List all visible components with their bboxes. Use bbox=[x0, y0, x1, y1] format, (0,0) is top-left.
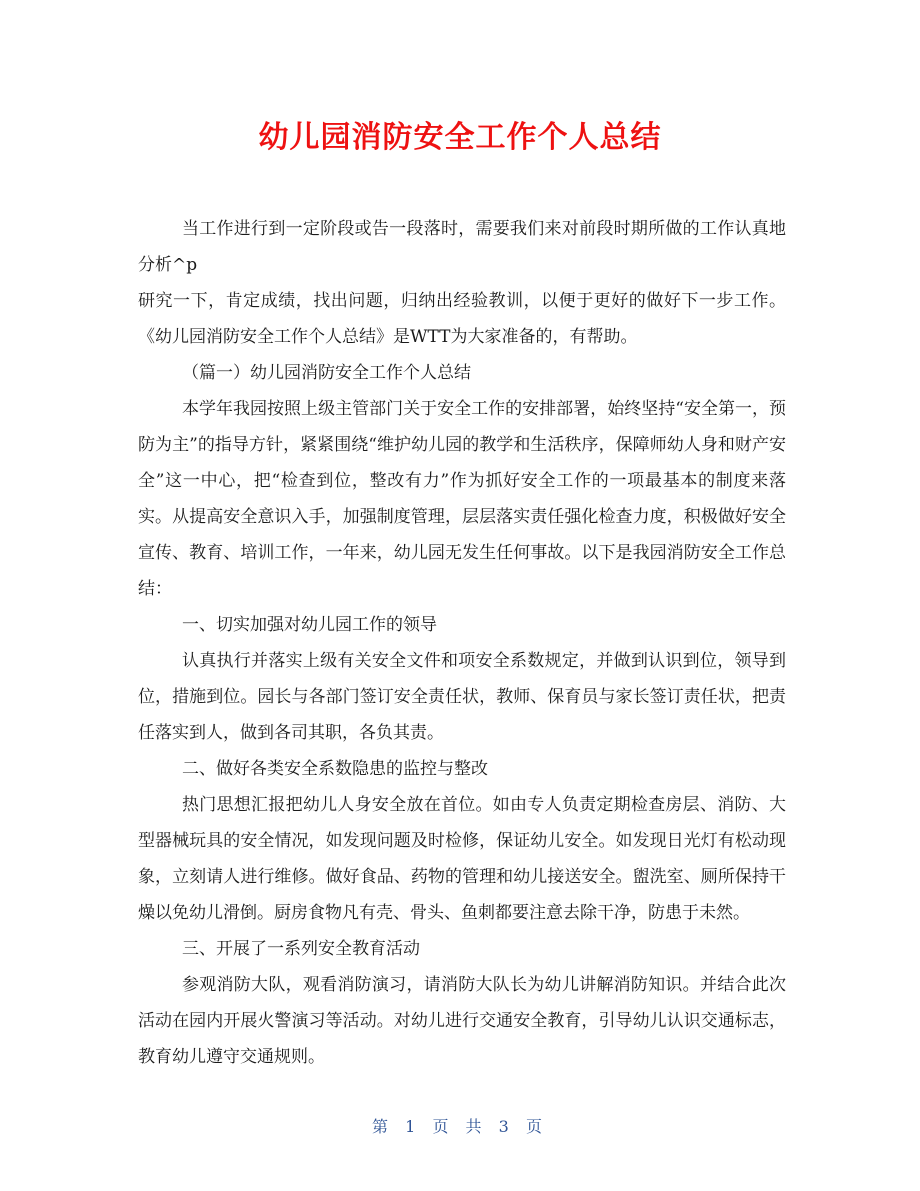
footer-page-label: 第 bbox=[372, 1117, 395, 1136]
footer-page-current: 1 bbox=[405, 1117, 422, 1136]
document-body bbox=[138, 211, 786, 1075]
section-subtitle: （篇一）幼儿园消防安全工作个人总结 bbox=[182, 363, 471, 383]
footer-total-unit: 页 bbox=[525, 1117, 548, 1136]
footer-page-unit: 页 bbox=[432, 1117, 455, 1136]
paragraph: 当工作进行到一定阶段或告一段落时，需要我们来对前段时期所做的工作认真地分析^p bbox=[138, 219, 786, 275]
paragraph: 研究一下，肯定成绩，找出问题，归纳出经验教训，以便于更好的做好下一步工作。《幼儿园消防安全工作个人总结》是WTT为大家准备的，有帮助。 bbox=[138, 291, 786, 347]
paragraph: 认真执行并落实上级有关安全文件和项安全系数规定，并做到认识到位，领导到位，措施到位。园长与各部门签订安全责任状，教师、保育员与家长签订责任状，把责任落实到人，做到各司其职，各负其责。 bbox=[138, 651, 786, 743]
paragraph: 参观消防大队，观看消防演习，请消防大队长为幼儿讲解消防知识。并结合此次活动在园内开展火警演习等活动。对幼儿进行交通安全教育，引导幼儿认识交通标志，教育幼儿遵守交通规则。 bbox=[138, 975, 786, 1067]
footer-total-label: 共 bbox=[465, 1117, 488, 1136]
document-title: 幼儿园消防安全工作个人总结 bbox=[258, 120, 662, 155]
page-footer bbox=[0, 1114, 920, 1137]
section-heading: 一、切实加强对幼儿园工作的领导 bbox=[182, 615, 437, 635]
section-heading: 三、开展了一系列安全教育活动 bbox=[182, 939, 420, 959]
paragraph: 热门思想汇报把幼儿人身安全放在首位。如由专人负责定期检查房层、消防、大型器械玩具的安全情况，如发现问题及时检修，保证幼儿安全。如发现日光灯有松动现象，立刻请人进行维修。做好食品、药物的管理和幼儿接送安全。盥洗室、厕所保持干燥以免幼儿滑倒。厨房食物凡有壳、骨头、鱼刺都要注意去除干净，防患于未然。 bbox=[138, 795, 786, 923]
section-heading: 二、做好各类安全系数隐患的监控与整改 bbox=[182, 759, 488, 779]
footer-page-total: 3 bbox=[498, 1117, 515, 1136]
paragraph: 本学年我园按照上级主管部门关于安全工作的安排部署，始终坚持“安全第一，预防为主”的指导方针，紧紧围绕“维护幼儿园的教学和生活秩序，保障师幼人身和财产安全”这一中心，把“检查到位，整改有力”作为抓好安全工作的一项最基本的制度来落实。从提高安全意识入手，加强制度管理，层层落实责任强化检查力度，积极做好安全宣传、教育、培训工作，一年来，幼儿园无发生任何事故。以下是我园消防安全工作总结： bbox=[138, 399, 786, 599]
